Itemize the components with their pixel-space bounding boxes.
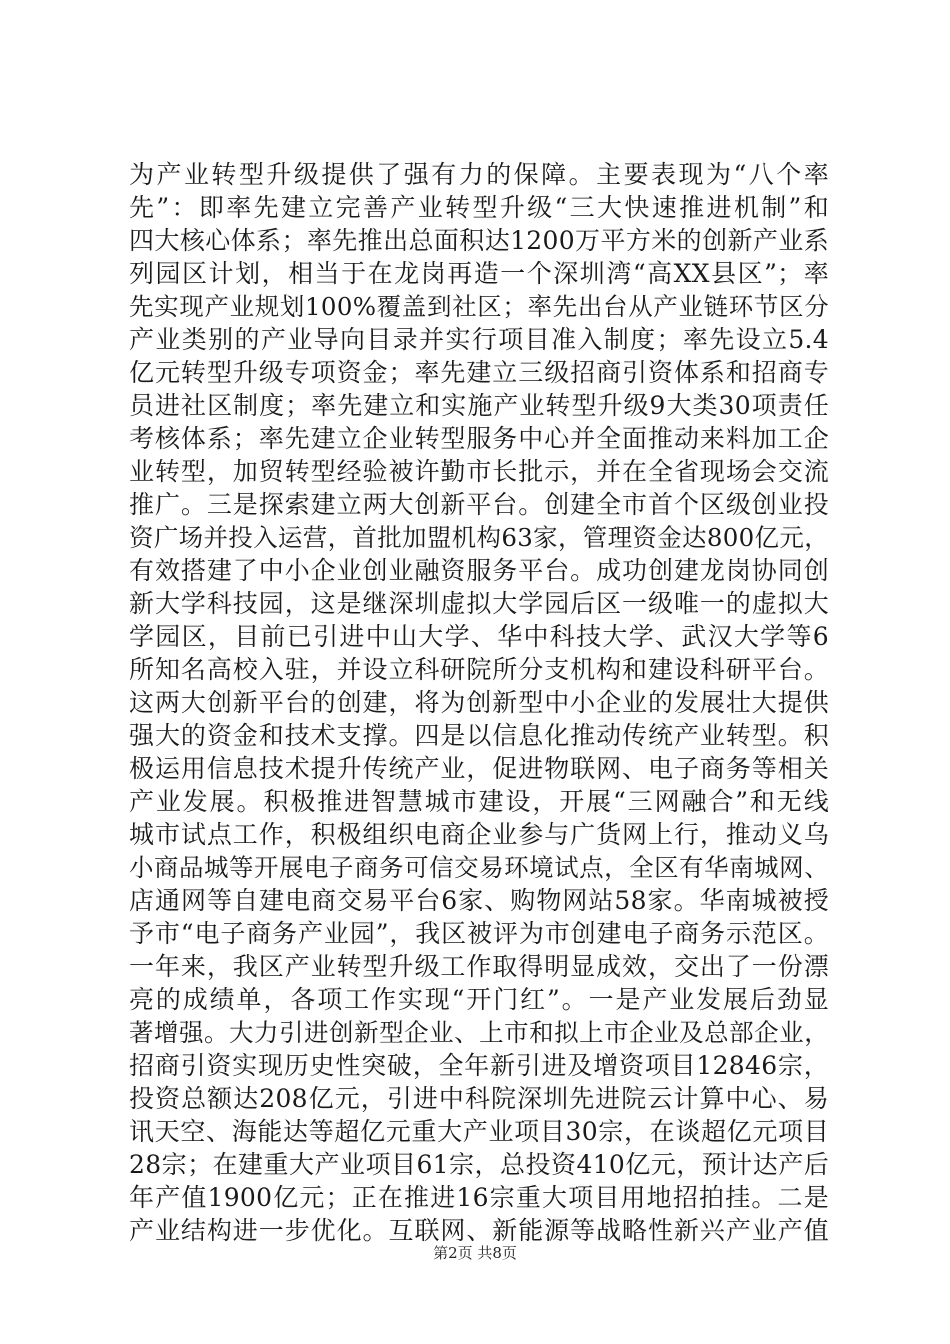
text-line: 考核体系；率先建立企业转型服务中心并全面推动来料加工企 xyxy=(129,424,829,453)
text-line: 业转型，加贸转型经验被许勤市长批示，并在全省现场会交流 xyxy=(129,457,829,486)
text-line: 有效搭建了中小企业创业融资服务平台。成功创建龙岗协同创 xyxy=(129,556,829,585)
text-line: 著增强。大力引进创新型企业、上市和拟上市企业及总部企业， xyxy=(129,1018,829,1047)
text-line: 这两大创新平台的创建，将为创新型中小企业的发展壮大提供 xyxy=(129,688,829,717)
text-line: 产业结构进一步优化。互联网、新能源等战略性新兴产业产值 xyxy=(129,1216,829,1245)
text-line: 先实现产业规划100%覆盖到社区；率先出台从产业链环节区分 xyxy=(129,292,829,321)
text-line: 予市“电子商务产业园”，我区被评为市创建电子商务示范区。 xyxy=(129,919,829,948)
text-line: 城市试点工作，积极组织电商企业参与广货网上行，推动义乌 xyxy=(129,820,829,849)
text-line: 年产值1900亿元；正在推进16宗重大项目用地招拍挂。二是 xyxy=(129,1183,829,1212)
text-line: 极运用信息技术提升传统产业，促进物联网、电子商务等相关 xyxy=(129,754,829,783)
text-line: 员进社区制度；率先建立和实施产业转型升级9大类30项责任 xyxy=(129,391,829,420)
text-line: 28宗；在建重大产业项目61宗，总投资410亿元，预计达产后 xyxy=(129,1150,829,1179)
text-line: 四大核心体系；率先推出总面积达1200万平方米的创新产业系 xyxy=(129,226,829,255)
text-line: 投资总额达208亿元，引进中科院深圳先进院云计算中心、易 xyxy=(129,1084,829,1113)
text-line: 亿元转型升级专项资金；率先建立三级招商引资体系和招商专 xyxy=(129,358,829,387)
text-line: 先”：即率先建立完善产业转型升级“三大快速推进机制”和 xyxy=(129,193,829,222)
text-line: 产业发展。积极推进智慧城市建设，开展“三网融合”和无线 xyxy=(129,787,829,816)
text-line: 推广。三是探索建立两大创新平台。创建全市首个区级创业投 xyxy=(129,490,829,519)
text-line: 为产业转型升级提供了强有力的保障。主要表现为“八个率 xyxy=(129,160,829,189)
text-line: 小商品城等开展电子商务可信交易环境试点，全区有华南城网、 xyxy=(129,853,829,882)
text-line: 店通网等自建电商交易平台6家、购物网站58家。华南城被授 xyxy=(129,886,829,915)
page-footer: 第2页 共8页 xyxy=(433,1244,517,1262)
text-line: 列园区计划，相当于在龙岗再造一个深圳湾“高XX县区”；率 xyxy=(129,259,829,288)
text-line: 强大的资金和技术支撑。四是以信息化推动传统产业转型。积 xyxy=(129,721,829,750)
text-line: 学园区，目前已引进中山大学、华中科技大学、武汉大学等6 xyxy=(129,622,829,651)
text-line: 一年来，我区产业转型升级工作取得明显成效，交出了一份漂 xyxy=(129,952,829,981)
text-line: 招商引资实现历史性突破，全年新引进及增资项目12846宗， xyxy=(129,1051,829,1080)
body-paragraph xyxy=(129,158,829,1247)
text-line: 新大学科技园，这是继深圳虚拟大学园后区一级唯一的虚拟大 xyxy=(129,589,829,618)
text-line: 所知名高校入驻，并设立科研院所分支机构和建设科研平台。 xyxy=(129,655,829,684)
text-line: 亮的成绩单，各项工作实现“开门红”。一是产业发展后劲显 xyxy=(129,985,829,1014)
text-line: 讯天空、海能达等超亿元重大产业项目30宗，在谈超亿元项目 xyxy=(129,1117,829,1146)
text-line: 产业类别的产业导向目录并实行项目准入制度；率先设立5.4 xyxy=(129,325,829,354)
text-line: 资广场并投入运营，首批加盟机构63家，管理资金达800亿元， xyxy=(129,523,829,552)
